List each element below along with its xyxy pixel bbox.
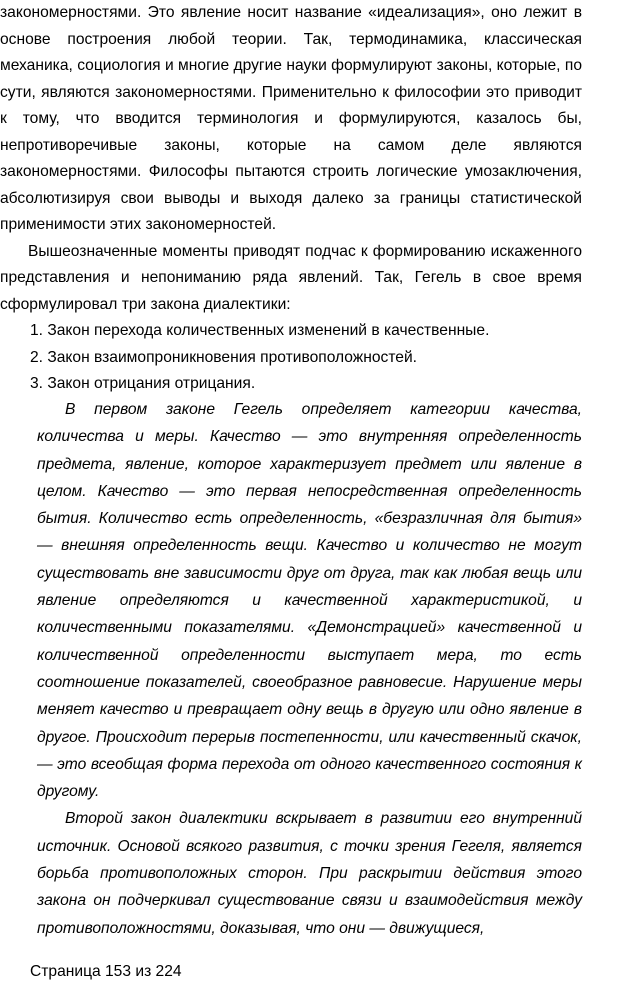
quote-paragraph-first-law: В первом законе Гегель определяет категории качества, количества и меры. Качество — это внутренняя определенность предмета, явление, которое характеризует предмет или явление в целом. Качество — это первая непосредственная определенность бытия. Количество есть определенность, «безразличная для бытия» — внешняя определенность вещи. Качество и количество не могут существовать вне зависимости друг от друга, так как любая вещь или явление определяются и качественной характеристикой, и количественными показателями. «Демонстрацией» качественной и количественной определенности выступает мера, то есть соотношение показателей, своеобразное равновесие. Нарушение меры меняет качество и превращает одну вещь в другую или одно явление в другое. Происходит перерыв постепенности, или качественный скачок,— это всеобщая форма перехода от одного качественного состояния к другому. bbox=[37, 401, 582, 801]
main-text bbox=[0, 0, 582, 398]
quote-paragraph-second-law: Второй закон диалектики вскрывает в развитии его внутренний источник. Основой всякого развития, с точки зрения Гегеля, является борьба противоположных сторон. При раскрытии действия этого закона он подчеркивал существование связи и взаимодействия между противоположностями, доказывая, что они — движущиеся, bbox=[37, 810, 582, 937]
law-item-2: 2. Закон взаимопроникновения противоположностей. bbox=[30, 348, 417, 366]
quoted-block bbox=[37, 396, 582, 942]
paragraph-intro: закономерностями. Это явление носит название «идеализация», оно лежит в основе построения любой теории. Так, термодинамика, классическая механика, социология и многие другие науки формулируют законы, которые, по сути, являются закономерностями. Применительно к философии это приводит к тому, что вводится терминология и формулируются, казалось бы, непротиворечивые законы, которые на самом деле являются закономерностями. Философы пытаются строить логические умозаключения, абсолютизируя свои выводы и выходя далеко за границы статистической применимости этих закономерностей. bbox=[0, 4, 582, 233]
paragraph-laws-intro: Вышеозначенные моменты приводят подчас к формированию искаженного представления и непониманию ряда явлений. Так, Гегель в свое время сформулировал три закона диалектики: bbox=[0, 242, 582, 313]
page-number-footer: Страница 153 из 224 bbox=[30, 963, 182, 980]
law-item-3: 3. Закон отрицания отрицания. bbox=[30, 375, 256, 392]
law-item-1: 1. Закон перехода количественных изменений в качественные. bbox=[30, 322, 490, 339]
